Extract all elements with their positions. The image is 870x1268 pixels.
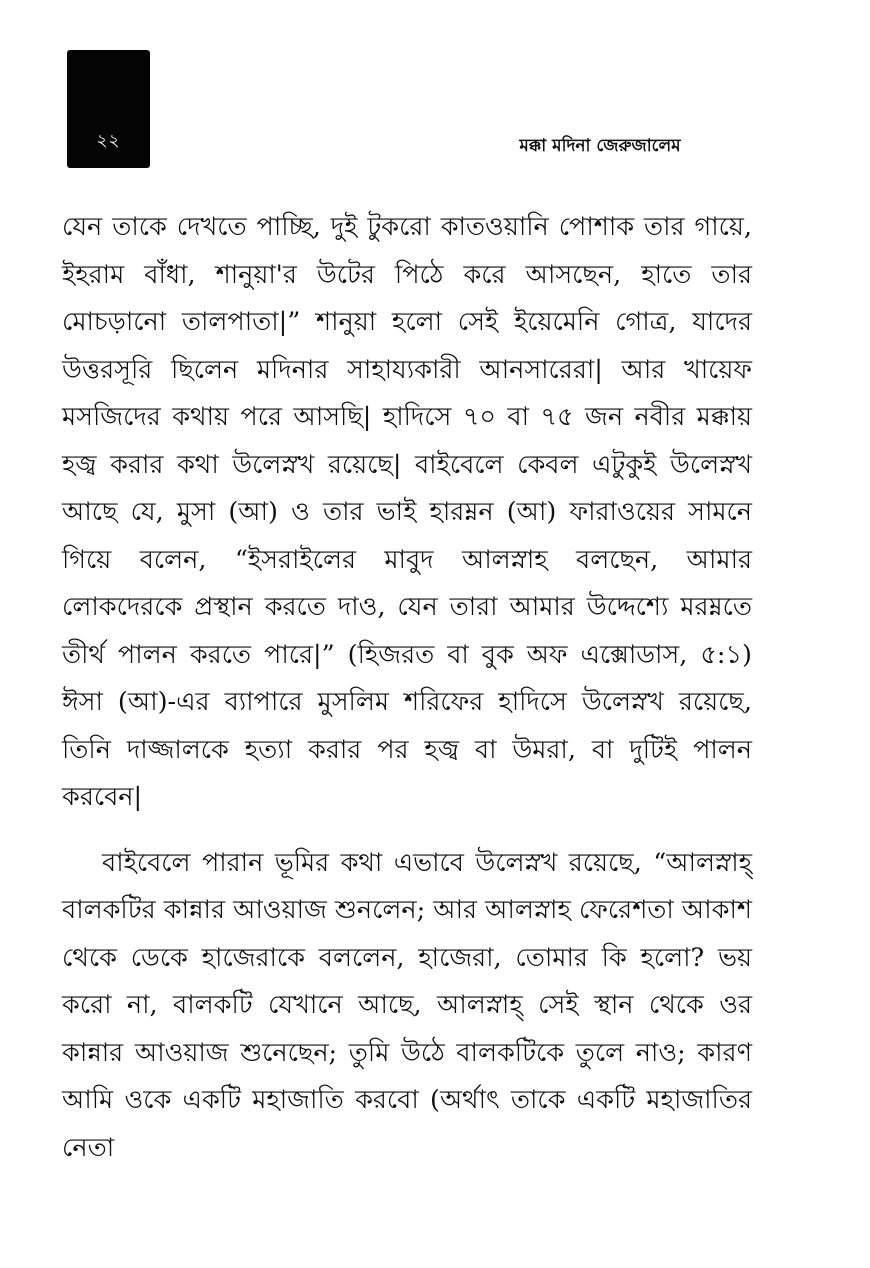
paragraph-1: যেন তাকে দেখতে পাচ্ছি, দুই টুকরো কাতওয়ানি পোশাক তার গায়ে, ইহরাম বাঁধা, শানুয়া'র উটের পিঠে করে আসছেন, হাতে তার মোচড়ানো তালপাতা|” শানুয়া হলো সেই ইয়েমেনি গোত্র, যাদের উত্তরসূরি ছিলেন মদিনার সাহায্যকারী আনসারেরা| আর খায়েফ মসজিদের কথায় পরে আসছি| হাদিসে ৭০ বা ৭৫ জন নবীর মক্কায় হজ্ব করার কথা উলেস্নখ রয়েছে| বাইবেলে কেবল এটুকুই উলেস্নখ আছে যে, মুসা (আ) ও তার ভাই হারম্নন (আ) ফারাওয়ের সামনে গিয়ে বলেন, “ইসরাইলের মাবুদ আলস্নাহ বলছেন, আমার লোকদেরকে প্রস্থান করতে দাও, যেন তারা আমার উদ্দেশ্যে মরম্নতে তীর্থ পালন করতে পারে|” (হিজরত বা বুক অফ এক্সোডাস, ৫:১) ঈসা (আ)-এর ব্যাপারে মুসলিম শরিফের হাদিসে উলেস্নখ রয়েছে, তিনি দাজ্জালকে হত্যা করার পর হজ্ব বা উমরা, বা দুটিই পালন করবেন| bbox=[62, 212, 752, 812]
running-header: মক্কা মদিনা জেরুজালেম bbox=[519, 136, 681, 156]
body-text bbox=[62, 204, 752, 1172]
page-number-tab bbox=[67, 50, 150, 168]
page-number: ২২ bbox=[96, 131, 121, 151]
paragraph-2: বাইবেলে পারান ভূমির কথা এভাবে উলেস্নখ রয়েছে, “আলস্নাহ্ বালকটির কান্নার আওয়াজ শুনলেন; আর আলস্নাহ ফেরেশতা আকাশ থেকে ডেকে হাজেরাকে বললেন, হাজেরা, তোমার কি হলো? ভয় করো না, বালকটি যেখানে আছে, আলস্নাহ্ সেই স্থান থেকে ওর কান্নার আওয়াজ শুনেছেন; তুমি উঠে বালকটিকে তুলে নাও; কারণ আমি ওকে একটি মহাজাতি করবো (অর্থাৎ তাকে একটি মহাজাতির নেতা bbox=[62, 847, 752, 1163]
